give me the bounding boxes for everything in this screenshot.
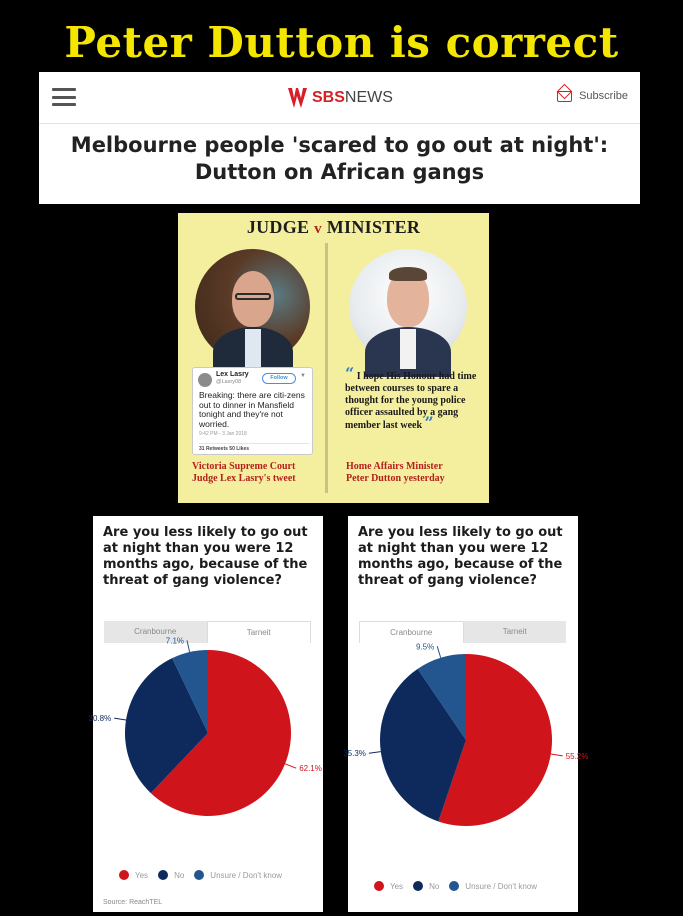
logo-suffix: NEWS [344,89,393,106]
judge-v-minister-clipping [178,213,489,503]
minister-caption [346,461,481,485]
tab-tarneit[interactable]: Tarneit [464,621,567,643]
clipping-divider [325,243,328,493]
label-leader-line [114,718,126,720]
label-leader-line [369,752,381,754]
legend-dot-icon [413,881,423,891]
tab-cranbourne[interactable]: Cranbourne [104,621,207,643]
poll-card-tarneit [88,516,323,912]
judge-portrait [195,249,310,364]
judge-caption [192,461,324,485]
pie-chart [88,636,323,856]
subscribe-label: Subscribe [579,90,628,102]
quote-open: “ [345,364,355,383]
clipping-title [178,217,489,238]
legend-label: No [174,870,185,880]
slice-label: 35.3% [343,749,366,759]
slice-label: 55.2% [565,751,589,761]
poll-card-cranbourne [343,516,589,912]
slice-label: 30.8% [88,714,112,724]
poll-tabs [104,621,311,646]
subscribe-button[interactable] [557,90,628,102]
chevron-down-icon[interactable]: ▼ [300,373,306,379]
slice-label: 62.1% [299,764,322,774]
sbs-topbar [39,72,640,124]
quote-text: I hope His Honour had time between courses to spare a thought for the young police officer assaulted by a gang member last week [345,371,477,431]
pie-chart [343,642,589,856]
legend-dot-icon [119,870,129,880]
lasry-tweet [192,367,313,455]
dutton-quote [345,364,480,432]
logo-brand: SBS [312,89,345,106]
legend-label: Yes [135,870,149,880]
hamburger-menu-icon[interactable] [52,88,76,106]
title-versus: v [314,221,322,237]
chart-legend [119,870,292,880]
legend-item[interactable] [413,881,439,891]
avatar [198,373,212,387]
legend-label: No [429,881,440,891]
tab-tarneit[interactable]: Tarneit [207,621,312,643]
label-leader-line [285,764,296,768]
legend-item[interactable] [194,870,282,880]
legend-dot-icon [449,881,459,891]
title-judge: JUDGE [246,217,310,237]
article-title-line2: Dutton on African gangs [194,160,485,184]
poll-tabs [359,621,566,643]
legend-item[interactable] [374,881,403,891]
poll-question: Are you less likely to go out at night than you were 12 months ago, because of the threat of gang violence? [358,525,563,588]
sbs-article-card [39,72,640,204]
tweet-handle: @Lasry08 [216,379,242,385]
quote-close: ” [424,413,434,432]
tweet-timestamp: 9:42 PM - 3 Jan 2018 [199,431,247,437]
sbs-logo-icon [285,84,311,112]
legend-item[interactable] [158,870,184,880]
article-title [39,132,640,186]
poll-question: Are you less likely to go out at night than you were 12 months ago, because of the threat of gang violence? [103,525,308,588]
tweet-text: Breaking: there are citi-zens out to dinner in Mansfield tonight and they're not worried. [199,390,305,429]
legend-item[interactable] [449,881,537,891]
label-leader-line [437,646,441,658]
minister-caption-line1: Home Affairs Minister [346,461,443,472]
legend-label: Unsure / Don't know [210,870,283,880]
legend-item[interactable] [119,870,148,880]
sbs-news-logo[interactable] [285,84,393,112]
mail-icon [557,91,572,102]
article-title-line1: Melbourne people 'scared to go out at night': [70,133,609,157]
slice-label: 7.1% [165,636,184,646]
legend-dot-icon [374,881,384,891]
follow-button[interactable]: Follow [262,373,296,384]
tweet-author: Lex Lasry [216,371,249,378]
legend-label: Unsure / Don't know [465,881,538,891]
tweet-stats: 31 Retweets 50 Likes [199,443,309,452]
slice-label: 9.5% [415,642,435,652]
judge-caption-line2: Judge Lex Lasry's tweet [192,473,296,484]
label-leader-line [551,754,563,756]
minister-portrait [349,249,467,364]
title-minister: MINISTER [326,217,421,237]
chart-legend [374,881,547,891]
legend-dot-icon [158,870,168,880]
judge-caption-line1: Victoria Supreme Court [192,461,296,472]
meme-headline: Peter Dutton is correct [64,18,619,67]
legend-dot-icon [194,870,204,880]
minister-caption-line2: Peter Dutton yesterday [346,473,445,484]
legend-label: Yes [390,881,404,891]
tab-cranbourne[interactable]: Cranbourne [359,621,464,643]
chart-source: Source: ReachTEL [103,899,163,906]
